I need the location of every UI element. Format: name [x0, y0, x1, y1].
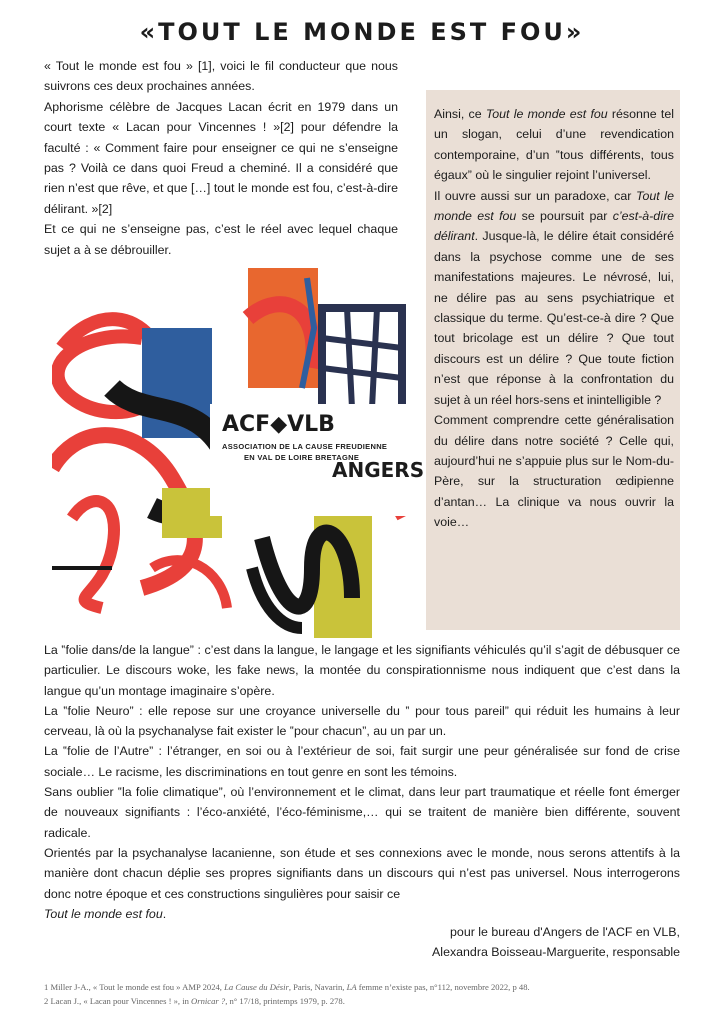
signature: [432, 922, 680, 962]
logo-city: ANGERS: [332, 458, 425, 482]
logo-subtitle: ASSOCIATION DE LA CAUSE FREUDIENNE: [222, 442, 388, 451]
signature-line: Alexandra Boisseau-Marguerite, responsable: [432, 945, 680, 959]
footnotes: [44, 980, 704, 1008]
body-paragraph: La ‟folie dans/de la langue” : c’est dans la langue, le langage et les signifiants véhiculés qu’il s’agit de débusquer ce particulier. Le discours woke, les fake news, la montée du conspirationnisme nous indiquent que c’est dans la langue qu’un montage imaginaire s’opère.: [44, 643, 680, 698]
intro-paragraph: « Tout le monde est fou » [1], voici le fil conducteur que nous suivrons ces deux prochaines années.: [44, 59, 398, 94]
intro-paragraph: Aphorisme célèbre de Jacques Lacan écrit en 1979 dans un court texte « Lacan pour Vincennes ! »[2] pour défendre la faculté : « Comment faire pour enseigner ce qui ne s’enseigne pas ? Voilà ce dans quoi Freud a cheminé. Il a considéré que rien n’est que rêve, et que […] tout le monde est fou, c’est-à-dire délirant. »[2]: [44, 99, 398, 216]
body-text: [44, 640, 680, 924]
body-paragraph: La ‟folie Neuro” : elle repose sur une croyance universelle du ‟ pour tous pareil” qui réduit les humains à leur cerveau, là où la psychanalyse fait exister le ‟pour chacun”, au un par un.: [44, 703, 680, 739]
body-paragraph: Orientés par la psychanalyse lacanienne, son étude et ses connexions avec le monde, nous serons attentifs à la manière dont chacun déplie ses propres signifiants dans un discours qui n’est pas universel. Nous interrogerons donc notre époque et ces constructions singulières pour saisir ce Tout le monde est fou.: [44, 845, 680, 921]
logo-subtitle: EN VAL DE LOIRE BRETAGNE: [244, 453, 360, 462]
logo-main-text: ACF◆VLB: [222, 412, 335, 437]
sidebox-paragraph: Ainsi, ce Tout le monde est fou résonne tel un slogan, celui d’une revendication contemporaine, d’un ‟tous différents, tous égaux” où le singulier rejoint l’universel.: [434, 107, 674, 183]
signature-line: pour le bureau d'Angers de l'ACF en VLB,: [450, 925, 680, 939]
intro-paragraph: Et ce qui ne s’enseigne pas, c’est le réel avec lequel chaque sujet a à se débrouiller.: [44, 222, 398, 257]
page-title: «TOUT LE MONDE EST FOU»: [139, 18, 585, 46]
sidebox-paragraph: Comment comprendre cette généralisation du délire dans notre société ? Celle qui, aujourd’hui ne s’appuie plus sur le Nom-du-Père, sur la structuration œdipienne d’antan… La clinique va nous ouvrir la voie…: [434, 413, 674, 530]
sidebar-box: [426, 90, 680, 630]
sidebox-paragraph: Il ouvre aussi sur un paradoxe, car Tout le monde est fou se poursuit par c’est-à-dire délirant. Jusque-là, le délire était considéré dans la psychose comme une de ses manifestations majeures. Le névrosé, lui, ne délire pas au sens psychiatrique et classique du terme. Qu’est-ce-à dire ? Que tout bricolage est un délire ? Que tout discours est un délire ? Que toute fiction n’est que réponse à la confrontation du sujet à un réel hors-sens et inintelligible ?: [434, 188, 675, 407]
footnote: 2 Lacan J., « Lacan pour Vincennes ! », in Ornicar ?, n° 17/18, printemps 1979, p. 278.: [44, 996, 345, 1006]
intro-text: [44, 56, 398, 260]
acf-vlb-logo: [210, 404, 425, 516]
body-paragraph: La ‟folie de l’Autre” : l’étranger, en soi ou à l’extérieur de soi, fait surgir une peur généralisée sur fond de crise sociale… Le racisme, les discriminations en tout genre en sont les témoins.: [44, 744, 680, 779]
footnote: 1 Miller J-A., « Tout le monde est fou » AMP 2024, La Cause du Désir, Paris, Navarin, LA femme n’existe pas, n°112, novembre 2022, p 48.: [44, 982, 530, 992]
body-paragraph: Sans oublier ‟la folie climatique”, où l’environnement et le climat, dans leur part traumatique et réelle font émerger de nouveaux signifiants : l’éco-anxiété, l’éco-féminisme,… qui se traitent de manière bien différente, souvent radicale.: [44, 785, 680, 840]
